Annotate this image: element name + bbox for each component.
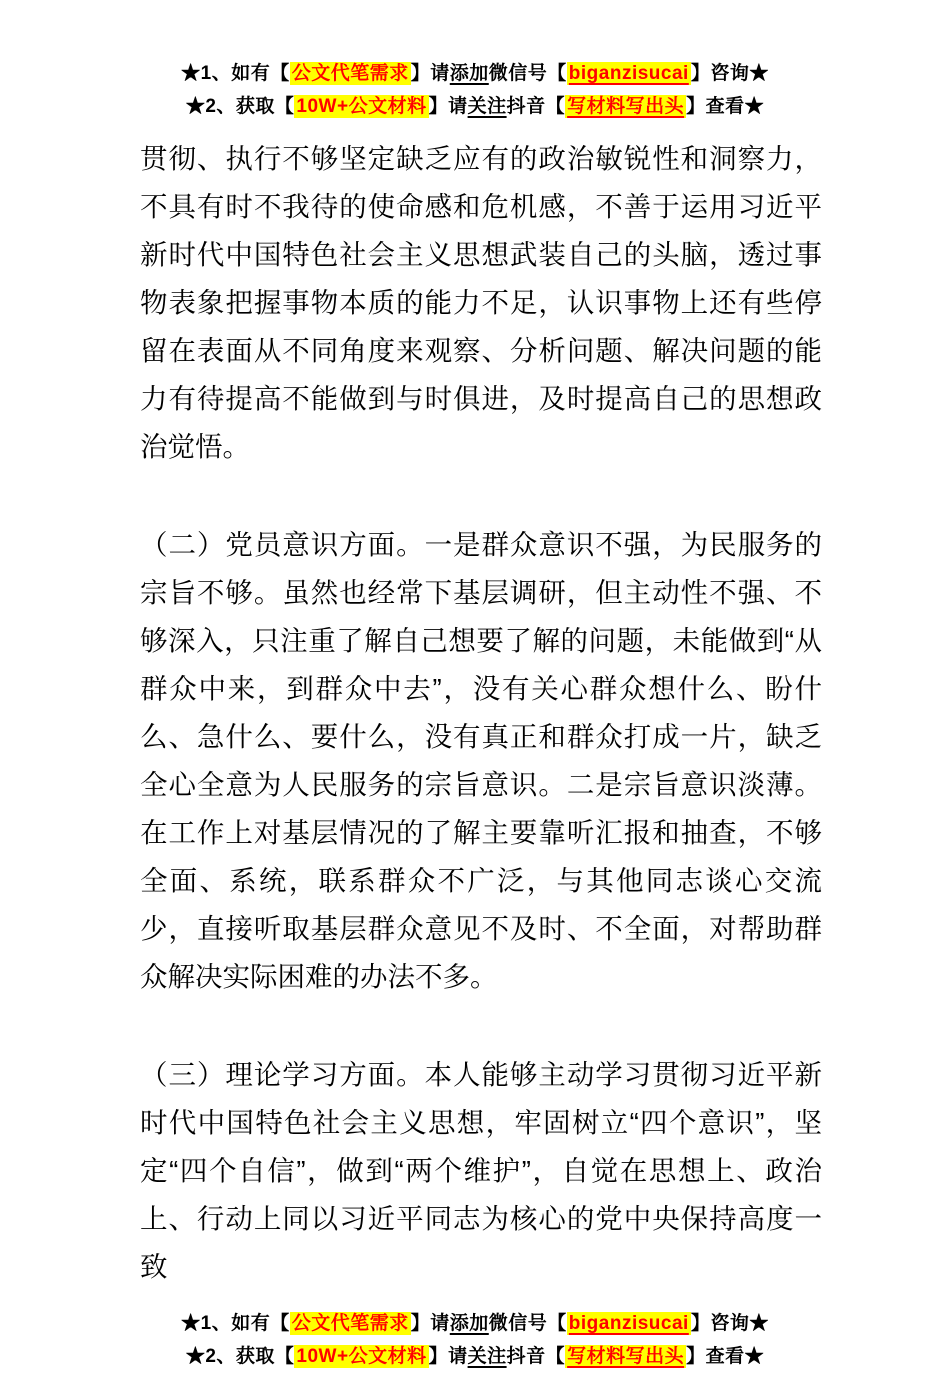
promo-line-writing-service [0,1307,950,1340]
promo-text: ★2、获取【 [185,1346,295,1367]
promo-underline-follow: 关注 [467,96,507,117]
promo-douyin-id: 写材料写出头 [567,1346,685,1367]
promo-text: 】咨询★ [690,1313,769,1334]
promo-text: 】咨询★ [690,63,769,84]
promo-text: ★1、如有【 [181,63,290,84]
promo-text: 抖音【 [506,96,566,117]
paragraph-section-2-party-awareness: （二）党员意识方面。一是群众意识不强，为民服务的宗旨不够。虽然也经常下基层调研，但主动性不强、不够深入，只注重了解自己想要了解的问题，未能做到“从群众中来，到群众中去”，没有关心群众想什么、盼什么、急什么、要什么，没有真正和群众打成一片，缺乏全心全意为人民服务的宗旨意识。二是宗旨意识淡薄。在工作上对基层情况的了解主要靠听汇报和抽查，不够全面、系统，联系群众不广泛，与其他同志谈心交流少，直接听取基层群众意见不及时、不全面，对帮助群众解决实际困难的办法不多。 [140,529,822,992]
promo-highlight-materials: 10W+公文材料 [296,96,427,117]
promo-underline-follow: 关注 [467,1346,507,1367]
promo-text: 】请 [428,1346,468,1367]
promo-text: 抖音【 [506,1346,566,1367]
promo-highlight-materials: 10W+公文材料 [296,1346,427,1367]
promo-banner-top [0,0,950,123]
promo-text: 微信号【 [488,1313,567,1334]
promo-underline-add: 添加 [449,1313,489,1334]
promo-line-materials [0,1340,950,1373]
promo-text: 】查看★ [686,96,765,117]
promo-douyin-id: 写材料写出头 [567,96,685,117]
promo-highlight-service: 公文代笔需求 [291,63,409,84]
promo-highlight-service: 公文代笔需求 [291,1313,409,1334]
paragraph-continuation: 贯彻、执行不够坚定缺乏应有的政治敏锐性和洞察力，不具有时不我待的使命感和危机感，不善于运用习近平新时代中国特色社会主义思想武装自己的头脑，透过事物表象把握事物本质的能力不足，认识事物上还有些停留在表面从不同角度来观察、分析问题、解决问题的能力有待提高不能做到与时俱进，及时提高自己的思想政治觉悟。 [140,143,822,462]
promo-text: 】请 [410,63,450,84]
promo-text: 】查看★ [686,1346,765,1367]
document-body [0,123,950,1291]
promo-text: 微信号【 [488,63,567,84]
promo-text: 】请 [410,1313,450,1334]
promo-text: 】请 [428,96,468,117]
promo-line-materials [0,90,950,123]
promo-banner-bottom [0,1307,950,1373]
paragraph-section-3-theory-study: （三）理论学习方面。本人能够主动学习贯彻习近平新时代中国特色社会主义思想，牢固树立“四个意识”，坚定“四个自信”，做到“两个维护”，自觉在思想上、政治上、行动上同以习近平同志为核心的党中央保持高度一致 [140,1059,822,1282]
promo-line-writing-service [0,57,950,90]
promo-text: ★2、获取【 [185,96,295,117]
promo-wechat-id: biganzisucai [568,63,689,84]
promo-wechat-id: biganzisucai [568,1313,689,1334]
promo-underline-add: 添加 [449,63,489,84]
promo-text: ★1、如有【 [181,1313,290,1334]
